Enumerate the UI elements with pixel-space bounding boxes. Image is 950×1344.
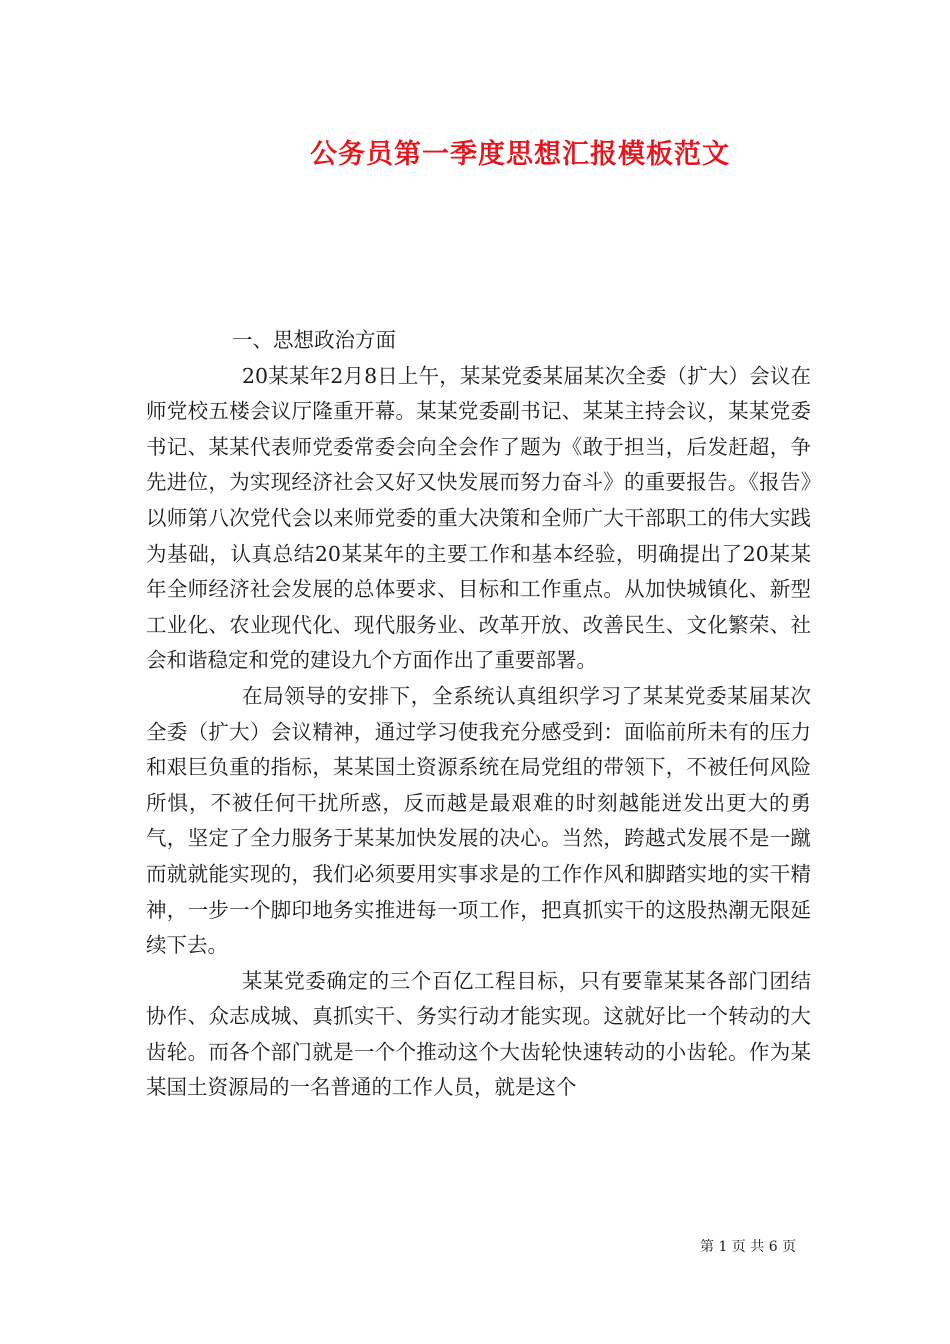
document-title: 公务员第一季度思想汇报模板范文 — [310, 139, 730, 170]
paragraph-2: 在局领导的安排下，全系统认真组织学习了某某党委某届某次全委（扩大）会议精神，通过学习使我充分感受到：面临前所未有的压力和艰巨负重的指标，某某国土资源系统在局党组的带领下，不被任何风险所惧，不被任何干扰所惑，反而越是最艰难的时刻越能迸发出更大的勇气，坚定了全力服务于某某加快发展的决心。当然，跨越式发展不是一蹴而就就能实现的，我们必须要用实事求是的工作作风和脚踏实地的实干精神，一步一个脚印地务实推进每一项工作，把真抓实干的这股热潮无限延续下去。 — [146, 683, 811, 958]
page-number: 第 1 页 共 6 页 — [700, 1239, 797, 1255]
document-body — [146, 323, 811, 1106]
paragraph-1: 20某某年2月8日上午，某某党委某届某次全委（扩大）会议在师党校五楼会议厅隆重开幕。某某党委副书记、某某主持会议，某某党委书记、某某代表师党委常委会向全会作了题为《敢于担当，后发赶超，争先进位，为实现经济社会又好又快发展而努力奋斗》的重要报告。《报告》以师第八次党代会以来师党委的重大决策和全师广大干部职工的伟大实践为基础，认真总结20某某年的主要工作和基本经验，明确提出了20某某年全师经济社会发展的总体要求、目标和工作重点。从加快城镇化、新型工业化、农业现代化、现代服务业、改革开放、改善民生、文化繁荣、社会和谐稳定和党的建设九个方面作出了重要部署。 — [146, 363, 811, 673]
section-heading: 一、思想政治方面 — [232, 328, 396, 352]
paragraph-3: 某某党委确定的三个百亿工程目标，只有要靠某某各部门团结协作、众志成城、真抓实干、务实行动才能实现。这就好比一个转动的大齿轮。而各个部门就是一个个推动这个大齿轮快速转动的小齿轮。作为某某国土资源局的一名普通的工作人员，就是这个 — [146, 968, 811, 1100]
